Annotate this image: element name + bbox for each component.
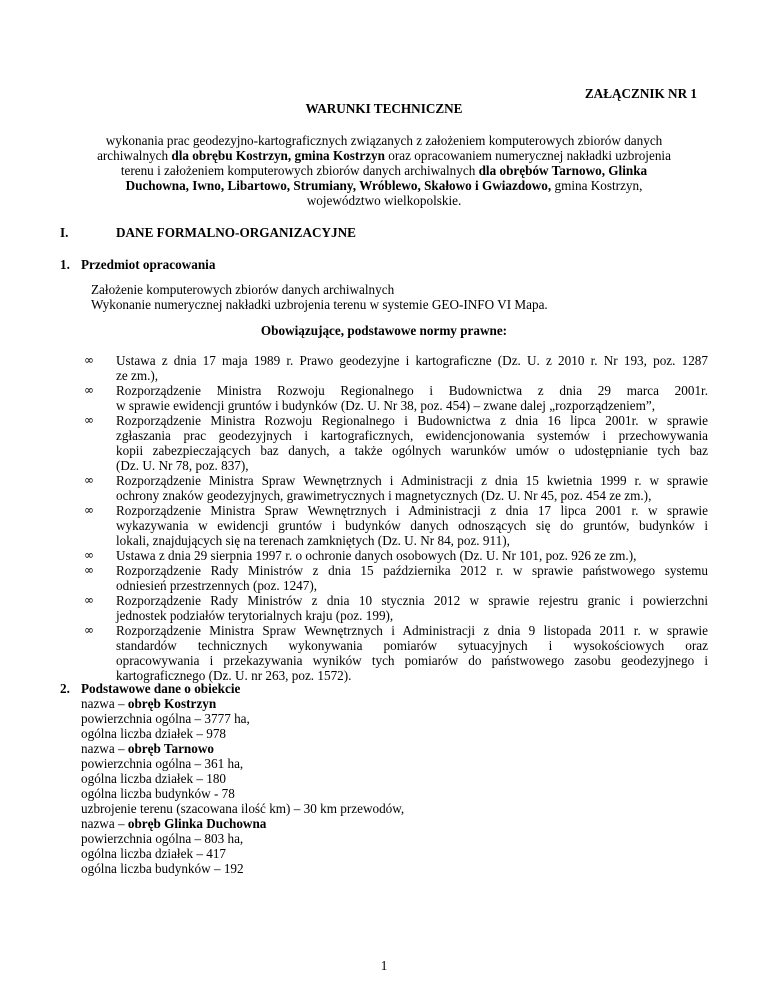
bullet-icon: ∞ bbox=[84, 563, 94, 577]
norm-item bbox=[84, 413, 708, 473]
intro-bold-text: dla obrębów Tarnowo, Glinka bbox=[478, 163, 648, 178]
bullet-icon: ∞ bbox=[84, 623, 94, 637]
object-area: powierzchnia ogólna – 803 ha, bbox=[81, 831, 244, 846]
norm-item bbox=[84, 473, 708, 503]
bullet-icon: ∞ bbox=[84, 473, 94, 487]
norm-line: Ustawa z dnia 29 sierpnia 1997 r. o ochronie danych osobowych (Dz. U. Nr 101, poz. 926 ze zm.), bbox=[116, 548, 637, 563]
norm-line: w sprawie ewidencji gruntów i budynków (Dz. U. Nr 38, poz. 454) – zwane dalej „rozporządzeniem”, bbox=[116, 398, 656, 413]
object-parcels: ogólna liczba działek – 417 bbox=[81, 846, 227, 861]
intro-line: województwo wielkopolskie. bbox=[306, 193, 462, 208]
subsection-title: Podstawowe dane o obiekcie bbox=[81, 681, 241, 696]
norm-line: Rozporządzenie Ministra Spraw Wewnętrznych i Administracji z dnia 17 lipca 2001 r. w sprawie bbox=[116, 503, 708, 518]
norm-item bbox=[84, 353, 708, 383]
section-title: DANE FORMALNO-ORGANIZACYJNE bbox=[116, 225, 356, 240]
norm-line: Rozporządzenie Rady Ministrów z dnia 15 października 2012 r. w sprawie państwowego systemu bbox=[116, 563, 708, 578]
subject-line: Wykonanie numerycznej nakładki uzbrojenia terenu w systemie GEO-INFO VI Mapa. bbox=[91, 297, 548, 312]
document-title: WARUNKI TECHNICZNE bbox=[305, 101, 463, 116]
object-name-line bbox=[81, 696, 404, 711]
norms-heading: Obowiązujące, podstawowe normy prawne: bbox=[260, 323, 508, 338]
object-utilities: uzbrojenie terenu (szacowana ilość km) – 30 km przewodów, bbox=[81, 801, 405, 816]
norm-line: standardów technicznych wykonywania pomiarów sytuacyjnych i wysokościowych oraz bbox=[116, 638, 708, 653]
norm-line: kopii zabezpieczających baz danych, a także ogólnych warunków umów o udostępnianie tych baz bbox=[116, 443, 708, 458]
object-area: powierzchnia ogólna – 361 ha, bbox=[81, 756, 244, 771]
section-number: I. bbox=[60, 225, 69, 240]
subsection-title: Przedmiot opracowania bbox=[81, 257, 216, 272]
bullet-icon: ∞ bbox=[84, 353, 94, 367]
norm-item bbox=[84, 383, 708, 413]
norm-line: kartograficznego (Dz. U. nr 263, poz. 1572). bbox=[116, 668, 352, 683]
intro-line: wykonania prac geodezyjno-kartograficznych związanych z założeniem komputerowych zbiorów danych bbox=[105, 133, 663, 148]
bullet-icon: ∞ bbox=[84, 548, 94, 562]
norm-item bbox=[84, 593, 708, 623]
intro-text: terenu i założeniem komputerowych zbiorów danych archiwalnych bbox=[120, 163, 479, 178]
object-name-line bbox=[81, 741, 404, 756]
object-name: obręb Kostrzyn bbox=[127, 696, 217, 711]
intro-paragraph bbox=[60, 133, 708, 208]
intro-text: gmina Kostrzyn, bbox=[551, 178, 643, 193]
norm-item bbox=[84, 563, 708, 593]
page-number: 1 bbox=[380, 958, 388, 973]
norm-line: Rozporządzenie Ministra Spraw Wewnętrznych i Administracji z dnia 15 kwietnia 1999 r. w sprawie bbox=[116, 473, 708, 488]
annex-label: ZAŁĄCZNIK NR 1 bbox=[584, 86, 697, 101]
norm-line: wykazywania w ewidencji gruntów i budynków danych odnoszących się do gruntów, budynków i bbox=[116, 518, 708, 533]
norm-line: Ustawa z dnia 17 maja 1989 r. Prawo geodezyjne i kartograficzne (Dz. U. z 2010 r. Nr 193, poz. 1287 bbox=[116, 353, 708, 368]
object-parcels: ogólna liczba działek – 978 bbox=[81, 726, 227, 741]
bullet-icon: ∞ bbox=[84, 383, 94, 397]
object-name: obręb Glinka Duchowna bbox=[127, 816, 267, 831]
object-parcels: ogólna liczba działek – 180 bbox=[81, 771, 227, 786]
name-prefix: nazwa – bbox=[81, 816, 128, 831]
object-name-line bbox=[81, 816, 404, 831]
norm-line: jednostek podziałów terytorialnych kraju (poz. 199), bbox=[116, 608, 394, 623]
intro-line bbox=[60, 148, 708, 163]
bullet-icon: ∞ bbox=[84, 413, 94, 427]
intro-line bbox=[60, 163, 708, 178]
norm-line: Rozporządzenie Ministra Spraw Wewnętrznych i Administracji z dnia 9 listopada 2011 r. w sprawie bbox=[116, 623, 708, 638]
subject-line: Założenie komputerowych zbiorów danych archiwalnych bbox=[91, 282, 395, 297]
object-name: obręb Tarnowo bbox=[127, 741, 214, 756]
norm-line: (Dz. U. Nr 78, poz. 837), bbox=[116, 458, 249, 473]
norm-item bbox=[84, 503, 708, 548]
subsection-number: 2. bbox=[60, 681, 70, 696]
norm-line: odniesień przestrzennych (poz. 1247), bbox=[116, 578, 318, 593]
object-buildings: ogólna liczba budynków - 78 bbox=[81, 786, 235, 801]
norm-line: ochrony znaków geodezyjnych, grawimetrycznych i magnetycznych (Dz. U. Nr 45, poz. 454 ze zm.), bbox=[116, 488, 652, 503]
intro-text: archiwalnych bbox=[97, 148, 172, 163]
bullet-icon: ∞ bbox=[84, 593, 94, 607]
intro-bold-text: Duchowna, Iwno, Libartowo, Strumiany, Wróblewo, Skałowo i Gwiazdowo, bbox=[125, 178, 552, 193]
subject-list bbox=[91, 282, 548, 312]
norm-line: lokali, znajdujących się na terenach zamkniętych (Dz. U. Nr 84, poz. 911), bbox=[116, 533, 510, 548]
bullet-icon: ∞ bbox=[84, 503, 94, 517]
intro-text: oraz opracowaniem numerycznej nakładki uzbrojenia bbox=[384, 148, 671, 163]
norm-item bbox=[84, 623, 708, 683]
intro-bold-text: dla obrębu Kostrzyn, gmina Kostrzyn bbox=[171, 148, 385, 163]
name-prefix: nazwa – bbox=[81, 741, 128, 756]
norm-line: Rozporządzenie Rady Ministrów z dnia 10 stycznia 2012 w sprawie rejestru granic i powierzchni bbox=[116, 593, 708, 608]
norm-line: ze zm.), bbox=[116, 368, 159, 383]
norm-line: Rozporządzenie Ministra Rozwoju Regionalnego i Budownictwa z dnia 16 lipca 2001r. w sprawie bbox=[116, 413, 708, 428]
norms-list bbox=[84, 353, 708, 683]
norm-line: Rozporządzenie Ministra Rozwoju Regionalnego i Budownictwa z dnia 29 marca 2001r. bbox=[116, 383, 708, 398]
object-buildings: ogólna liczba budynków – 192 bbox=[81, 861, 244, 876]
intro-line bbox=[60, 178, 708, 193]
norm-item bbox=[84, 548, 708, 563]
object-data bbox=[81, 696, 404, 876]
name-prefix: nazwa – bbox=[81, 696, 128, 711]
norm-line: opracowywania i przekazywania wyników tych pomiarów do państwowego zasobu geodezyjnego i bbox=[116, 653, 708, 668]
subsection-number: 1. bbox=[60, 257, 70, 272]
norm-line: zgłaszania prac geodezyjnych i kartograficznych, ewidencjonowania systemów i przechowywania bbox=[116, 428, 708, 443]
object-area: powierzchnia ogólna – 3777 ha, bbox=[81, 711, 250, 726]
